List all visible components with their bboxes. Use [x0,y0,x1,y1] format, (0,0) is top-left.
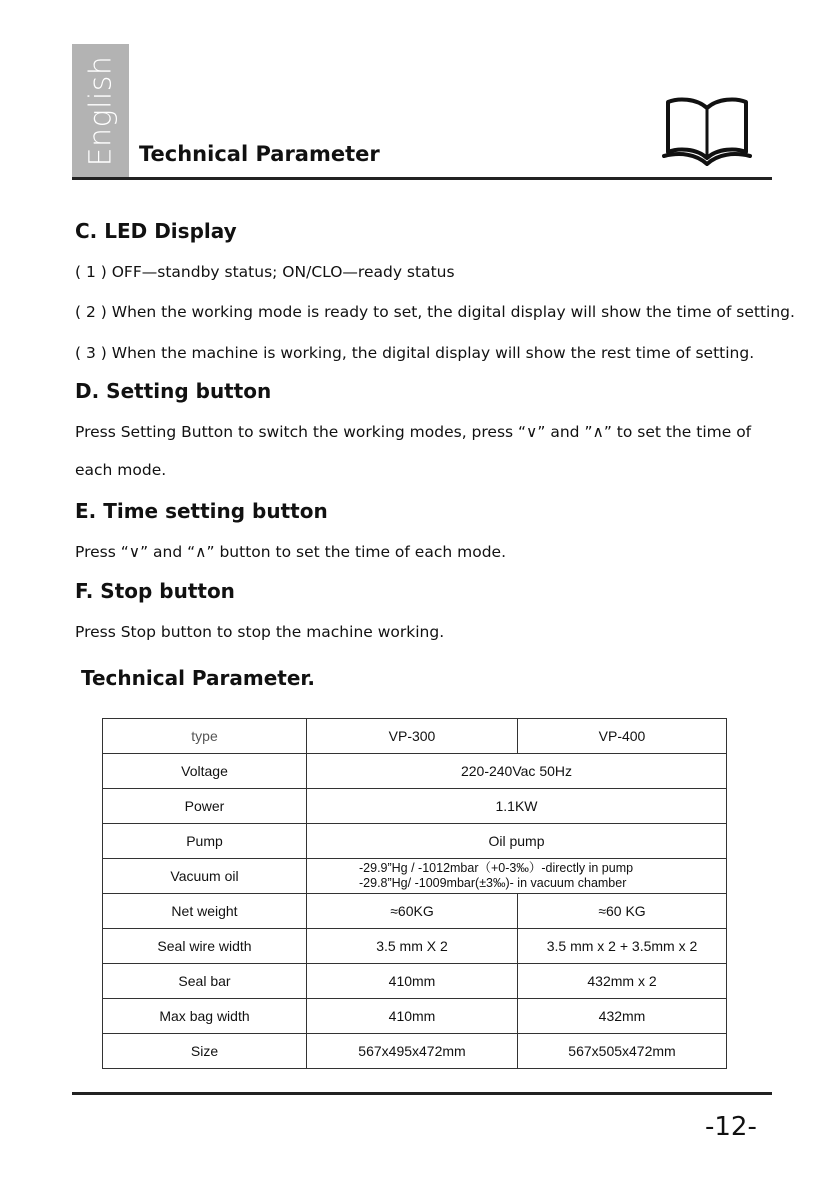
table-cell-seal-wire-width-label: Seal wire width [103,929,307,964]
setting-button-line-2: each mode. [75,461,167,479]
table-row [103,719,727,754]
table-row [103,929,727,964]
table-row [103,1034,727,1069]
footer-divider [72,1092,772,1095]
table-cell-seal-wire-width-vp300: 3.5 mm X 2 [307,929,518,964]
table-cell-model-vp300: VP-300 [307,719,518,754]
page-number: -12- [705,1112,757,1142]
table-cell-vacuum-oil-label: Vacuum oil [103,859,307,894]
vacuum-oil-line-2: -29.8”Hg/ -1009mbar(±3‰)- in vacuum chamber [359,876,627,890]
table-cell-power-label: Power [103,789,307,824]
table-row [103,999,727,1034]
table-cell-seal-bar-vp400: 432mm x 2 [518,964,727,999]
table-cell-max-bag-width-label: Max bag width [103,999,307,1034]
vacuum-oil-line-1: -29.9”Hg / -1012mbar（+0-3‰）-directly in pump [359,861,634,875]
language-tab [72,44,129,177]
table-row [103,789,727,824]
led-display-line-1: ( 1 ) OFF—standby status; ON/CLO—ready status [75,263,455,281]
table-cell-net-weight-label: Net weight [103,894,307,929]
stop-button-line-1: Press Stop button to stop the machine working. [75,623,445,641]
table-cell-size-vp400: 567x505x472mm [518,1034,727,1069]
section-heading-led-display: C. LED Display [75,219,237,243]
table-row [103,859,727,894]
table-cell-model-vp400: VP-400 [518,719,727,754]
setting-button-line-1: Press Setting Button to switch the working modes, press “∨” and ”∧” to set the time of [75,423,752,441]
section-heading-stop-button: F. Stop button [75,579,235,603]
section-heading-setting-button: D. Setting button [75,379,272,403]
table-cell-type-label: type [103,719,307,754]
table-cell-size-vp300: 567x495x472mm [307,1034,518,1069]
page-title: Technical Parameter [139,142,380,166]
table-cell-seal-wire-width-vp400: 3.5 mm x 2 + 3.5mm x 2 [518,929,727,964]
table-cell-power-value: 1.1KW [307,789,727,824]
table-row [103,824,727,859]
table-cell-pump-label: Pump [103,824,307,859]
table-row [103,754,727,789]
table-cell-seal-bar-label: Seal bar [103,964,307,999]
table-cell-pump-value: Oil pump [307,824,727,859]
table-cell-max-bag-width-vp300: 410mm [307,999,518,1034]
table-row [103,894,727,929]
led-display-line-3: ( 3 ) When the machine is working, the digital display will show the rest time of setting. [75,344,755,362]
parameters-title: Technical Parameter. [81,666,316,690]
table-cell-seal-bar-vp300: 410mm [307,964,518,999]
language-tab-label: English [83,55,118,166]
table-cell-voltage-label: Voltage [103,754,307,789]
table-row [103,964,727,999]
book-icon [662,92,752,166]
table-cell-net-weight-vp400: ≈60 KG [518,894,727,929]
table-cell-size-label: Size [103,1034,307,1069]
header-divider [72,177,772,180]
section-heading-time-setting-button: E. Time setting button [75,499,328,523]
table-cell-voltage-value: 220-240Vac 50Hz [307,754,727,789]
time-setting-line-1: Press “∨” and “∧” button to set the time of each mode. [75,543,506,561]
table-cell-vacuum-oil-value [307,859,727,894]
table-cell-max-bag-width-vp400: 432mm [518,999,727,1034]
parameters-table [102,718,727,1069]
led-display-line-2: ( 2 ) When the working mode is ready to set, the digital display will show the time of setting. [75,303,795,321]
table-cell-net-weight-vp300: ≈60KG [307,894,518,929]
